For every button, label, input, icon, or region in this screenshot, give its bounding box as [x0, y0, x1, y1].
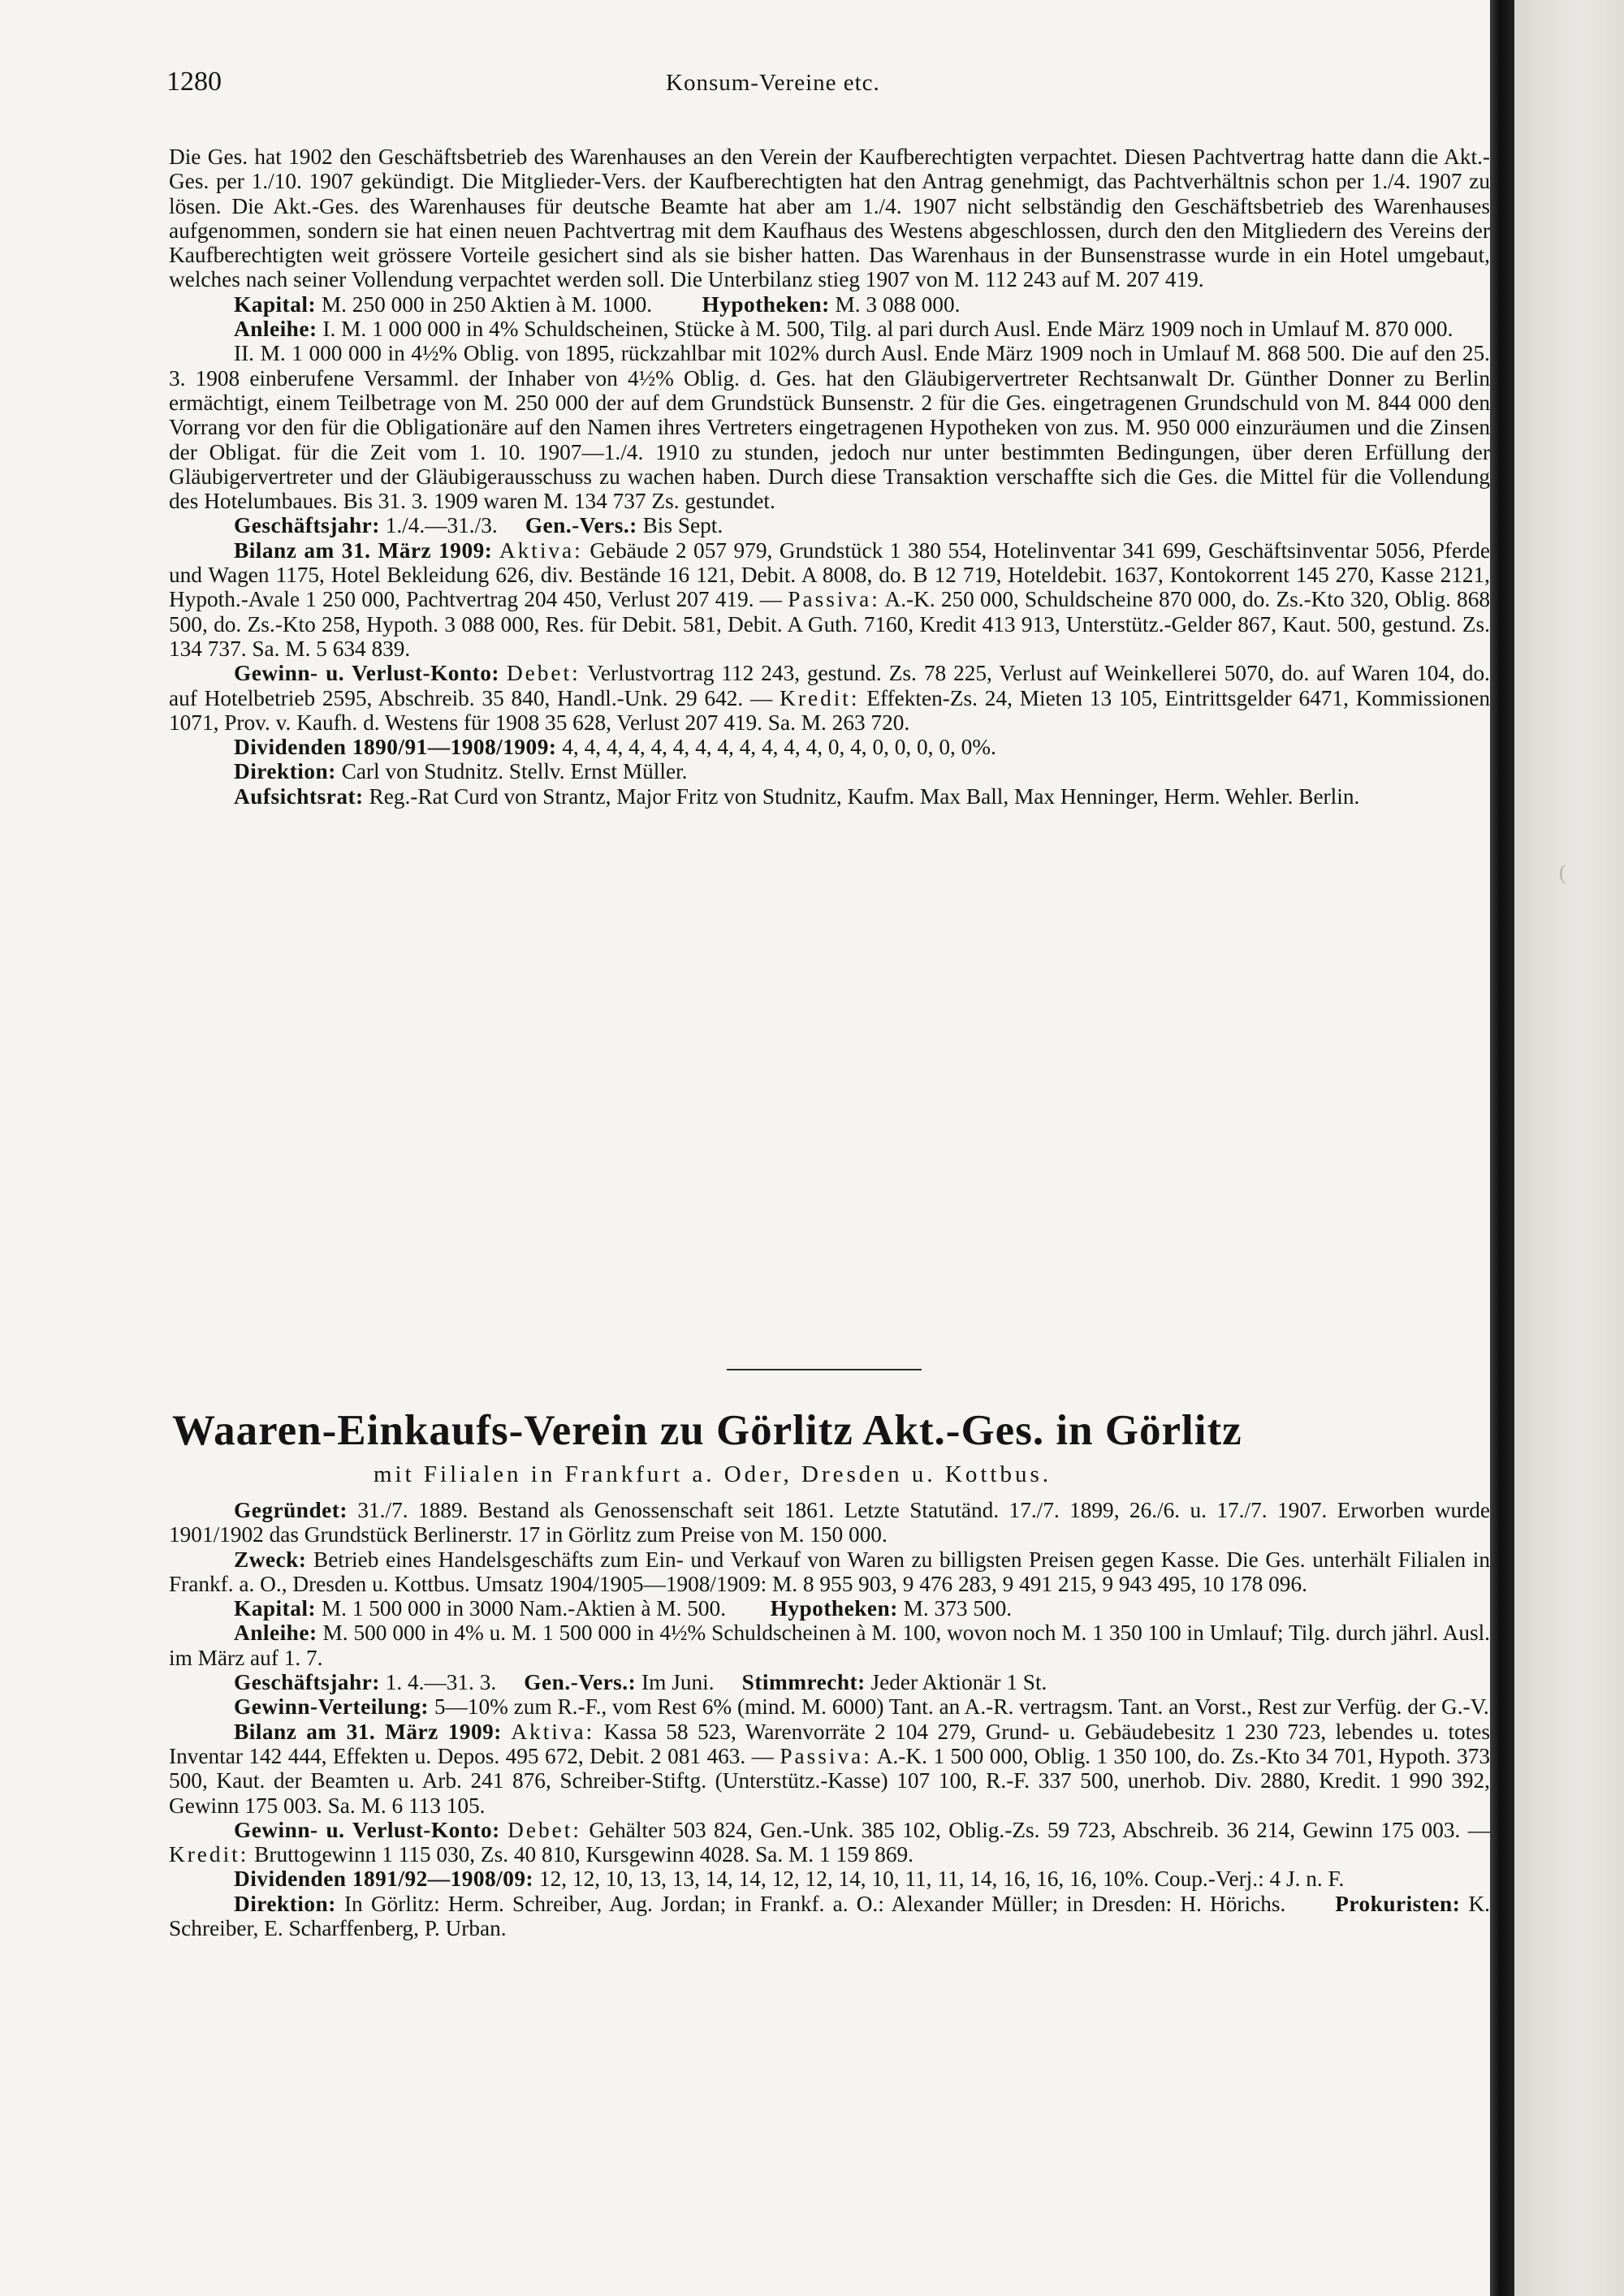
- anleihe-2-paragraph: II. M. 1 000 000 in 4½% Oblig. von 1895, rückzahlbar mit 102% durch Ausl. Ende März 1909 noch in Umlauf M. 868 500. Die auf den 25. 3. 1908 einberufene Versamml. der Inhaber von 4½% Oblig. d. Ges. hat den Gläubigervertreter Rechtsanwalt Dr. Günther Donner zu Berlin ermächtigt, einem Teilbetrage von M. 250 000 der auf dem Grundstück Bunsenstr. 2 für die Ges. eingetragenen Grundschuld von M. 844 000 den Vorrang vor den für die Obligationäre auf den Namen ihres Vertreters eingetragenen Hypotheken von zus. M. 950 000 einzuräumen und die Zinsen der Obligat. für die Zeit vom 1. 10. 1907—1./4. 1910 zu stunden, jedoch nur unter bestimmten Bedingungen, über deren Erfüllung der Gläubigervertreter und der Gläubigerausschuss zu wachen haben. Durch diese Transaktion verschaffte sich die Ges. die Mittel für die Vollendung des Hotelumbaues. Bis 31. 3. 1909 waren M. 134 737 Zs. gestundet.: [169, 341, 1490, 514]
- gegruendet-label: Gegründet:: [234, 1498, 348, 1522]
- kredit-word: Kredit:: [780, 685, 860, 710]
- hypotheken-text: M. 3 088 000.: [835, 291, 961, 317]
- gen-vers-text: Bis Sept.: [642, 513, 723, 538]
- company-title: Waaren-Einkaufs-Verein zu Görlitz Akt.-Ges. in Görlitz: [172, 1407, 1242, 1454]
- bilanz-passiva-text: A.-K. 250 000, Schuldscheine 870 000, do. Zs.-Kto 320, Oblig. 868 500, do. Zs.-Kto 258, Hypoth. 3 088 000, Res. für Debit. 581, Debit. A Guth. 7160, Kredit 413 913, Unterstütz.-Gelder 867, Kaut. 500, gestund. Zs. 134 737. Sa. M. 5 634 839.: [169, 587, 1490, 661]
- section-waaren-einkaufs-verein: [169, 1498, 1490, 1940]
- aufsichtsrat-label: Aufsichtsrat:: [234, 783, 364, 809]
- direktion-text: Carl von Studnitz. Stellv. Ernst Müller.: [341, 759, 688, 784]
- anleihe-paragraph: [169, 317, 1490, 341]
- facing-page-edge: [1514, 0, 1624, 2296]
- direktion-label-2: Direktion:: [234, 1891, 336, 1916]
- aktiva-word: Aktiva:: [499, 537, 583, 563]
- geschaeftsjahr-label: Geschäftsjahr:: [234, 513, 380, 538]
- gewinn-verteilung-label: Gewinn-Verteilung:: [234, 1694, 430, 1720]
- kapital-label-2: Kapital:: [234, 1596, 317, 1621]
- anleihe-text: I. M. 1 000 000 in 4% Schuldscheinen, Stücke à M. 500, Tilg. al pari durch Ausl. Ende März 1909 noch in Umlauf M. 870 000.: [322, 317, 1453, 342]
- bilanz-label: Bilanz am 31. März 1909:: [234, 537, 493, 563]
- dividenden-text: 4, 4, 4, 4, 4, 4, 4, 4, 4, 4, 4, 4, 0, 4, 0, 0, 0, 0, 0%.: [562, 735, 996, 760]
- dividenden-label: Dividenden 1890/91—1908/1909:: [234, 735, 557, 760]
- gewinn-verteilung-paragraph: [169, 1694, 1490, 1719]
- hypotheken-text-2: M. 373 500.: [903, 1596, 1013, 1621]
- kredit-word-2: Kredit:: [169, 1842, 249, 1867]
- guv-kredit-text: Effekten-Zs. 24, Mieten 13 105, Eintrittsgelder 6471, Kommissionen 1071, Prov. v. Kaufh. d. Westens für 1908 35 628, Verlust 207 419. Sa. M. 263 720.: [169, 685, 1490, 735]
- section-warenhaus-continuation: [169, 145, 1490, 809]
- geschaeftsjahr-line-2: [169, 1670, 1490, 1694]
- zweck-label: Zweck:: [234, 1547, 307, 1572]
- passiva-word-2: Passiva:: [780, 1743, 872, 1768]
- bilanz-paragraph-2: [169, 1720, 1490, 1818]
- bilanz-label-2: Bilanz am 31. März 1909:: [234, 1719, 502, 1744]
- bilanz-aktiva-text-2: Kassa 58 523, Warenvorräte 2 104 279, Grund- u. Gebäudebesitz 1 230 723, lebendes u. totes Inventar 142 444, Effekten u. Depos. 495 672, Debit. 2 081 463. —: [169, 1719, 1490, 1768]
- dividenden-paragraph-2: [169, 1867, 1490, 1891]
- dividenden-text-2: 12, 12, 10, 13, 13, 14, 14, 12, 12, 14, 10, 11, 11, 14, 16, 16, 16, 10%. Coup.-Verj.: 4 J. n. F.: [538, 1867, 1345, 1892]
- aufsichtsrat-paragraph: [169, 784, 1490, 809]
- anleihe-paragraph-2: [169, 1621, 1490, 1670]
- running-title: Konsum-Vereine etc.: [666, 70, 880, 96]
- direktion-label: Direktion:: [234, 759, 336, 784]
- kapital-line-2: [169, 1596, 1490, 1621]
- kapital-text: M. 250 000 in 250 Aktien à M. 1000.: [321, 291, 653, 317]
- guv-debet-text: Verlustvortrag 112 243, gestund. Zs. 78 225, Verlust auf Weinkellerei 5070, do. auf Waren 104, do. auf Hotelbetrieb 2595, Abschreib. 35 840, Handl.-Unk. 29 642. —: [169, 661, 1490, 710]
- bilanz-passiva-text-2: A.-K. 1 500 000, Oblig. 1 350 100, do. Zs.-Kto 34 701, Hypoth. 373 500, Kaut. der Beamten u. Arb. 241 876, Schreiber-Stiftg. (Unterstütz.-Kasse) 107 100, R.-F. 337 500, unerhob. Div. 2880, Kredit. 1 990 392, Gewinn 175 003. Sa. M. 6 113 105.: [169, 1743, 1490, 1818]
- debet-word: Debet:: [506, 661, 581, 686]
- hypotheken-label-2: Hypotheken:: [770, 1596, 898, 1621]
- aufsichtsrat-text: Reg.-Rat Curd von Strantz, Major Fritz von Studnitz, Kaufm. Max Ball, Max Henninger, Herm. Wehler. Berlin.: [369, 783, 1360, 809]
- gegruendet-text: 31./7. 1889. Bestand als Genossenschaft seit 1861. Letzte Statutänd. 17./7. 1899, 26./6. u. 17./7. 1907. Erworben wurde 1901/1902 das Grundstück Berlinerstr. 17 in Görlitz zum Preise von M. 150 000.: [169, 1498, 1490, 1547]
- guv-label: Gewinn- u. Verlust-Konto:: [234, 661, 499, 686]
- book-gutter-shadow: [1490, 0, 1514, 2296]
- kapital-label: Kapital:: [234, 291, 317, 317]
- page-number: 1280: [166, 67, 222, 97]
- direktion-paragraph-2: [169, 1892, 1490, 1941]
- passiva-word: Passiva:: [788, 587, 880, 612]
- direktion-line: [169, 759, 1490, 783]
- zweck-paragraph: [169, 1547, 1490, 1597]
- aktiva-word-2: Aktiva:: [511, 1719, 595, 1744]
- kapital-line: [169, 292, 1490, 317]
- gewinn-verteilung-text: 5—10% zum R.-F., vom Rest 6% (mind. M. 6000) Tant. an A.-R. vertragsm. Tant. an Vorst., Rest zur Verfüg. der G.-V.: [434, 1694, 1489, 1720]
- intro-paragraph: Die Ges. hat 1902 den Geschäftsbetrieb des Warenhauses an den Verein der Kaufberechtigten verpachtet. Diesen Pachtvertrag hatte dann die Akt.-Ges. per 1./10. 1907 gekündigt. Die Mitglieder-Vers. der Kaufberechtigten hat den Antrag genehmigt, das Pachtverhältnis schon per 1./4. 1907 zu lösen. Die Akt.-Ges. des Warenhauses für deutsche Beamte hat aber am 1./4. 1907 nicht selbständig den Geschäftsbetrieb des Warenhauses aufgenommen, sondern sie hat einen neuen Pachtvertrag mit dem Kaufhaus des Westens abgeschlossen, durch den den Mitgliedern des Vereins der Kaufberechtigten weit grössere Vorteile gesichert sind als sie bisher hatten. Das Warenhaus in der Bunsenstrasse wurde in ein Hotel umgebaut, welches nach seiner Vollendung verpachtet werden soll. Die Unterbilanz stieg 1907 von M. 112 243 auf M. 207 419.: [169, 145, 1490, 292]
- facing-page-mark: (: [1559, 861, 1566, 884]
- guv-label-2: Gewinn- u. Verlust-Konto:: [234, 1817, 500, 1842]
- guv-kredit-text-2: Bruttogewinn 1 115 030, Zs. 40 810, Kursgewinn 4028. Sa. M. 1 159 869.: [254, 1842, 914, 1867]
- prokuristen-label: Prokuristen:: [1335, 1891, 1461, 1916]
- bilanz-aktiva-text: Gebäude 2 057 979, Grundstück 1 380 554, Hotelinventar 341 699, Geschäftsinventar 5056, Pferde und Wagen 1175, Hotel Bekleidung 626, div. Bestände 16 121, Debit. A 8008, do. B 12 719, Hoteldebit. 1637, Kontokorrent 145 270, Kasse 2121, Hypoth.-Avale 1 250 000, Pachtvertrag 204 450, Verlust 207 419. —: [169, 537, 1490, 612]
- anleihe-label: Anleihe:: [234, 317, 317, 342]
- stimmrecht-text: Jeder Aktionär 1 St.: [870, 1670, 1047, 1695]
- prokuristen-text: K. Schreiber, E. Scharffenberg, P. Urban.: [169, 1891, 1490, 1941]
- geschaeftsjahr-label-2: Geschäftsjahr:: [234, 1670, 380, 1695]
- anleihe-label-2: Anleihe:: [234, 1621, 317, 1646]
- guv-paragraph-2: [169, 1818, 1490, 1867]
- page-header: [166, 67, 1490, 107]
- geschaeftsjahr-line: [169, 513, 1490, 537]
- gen-vers-label-2: Gen.-Vers.:: [524, 1670, 637, 1695]
- kapital-text-2: M. 1 500 000 in 3000 Nam.-Aktien à M. 500.: [321, 1596, 727, 1621]
- direktion-text-2: In Görlitz: Herm. Schreiber, Aug. Jordan; in Frankf. a. O.: Alexander Müller; in Dresden: H. Hörichs.: [343, 1891, 1286, 1916]
- dividenden-label-2: Dividenden 1891/92—1908/09:: [234, 1867, 534, 1892]
- dividenden-line: [169, 735, 1490, 759]
- geschaeftsjahr-text: 1./4.—31./3.: [385, 513, 498, 538]
- guv-debet-text-2: Gehälter 503 824, Gen.-Unk. 385 102, Oblig.-Zs. 59 723, Abschreib. 36 214, Gewinn 175 003. —: [589, 1817, 1490, 1842]
- debet-word-2: Debet:: [508, 1817, 581, 1842]
- company-subtitle: mit Filialen in Frankfurt a. Oder, Dresden u. Kottbus.: [374, 1461, 1052, 1487]
- gen-vers-label: Gen.-Vers.:: [525, 513, 637, 538]
- zweck-text: Betrieb eines Handelsgeschäfts zum Ein- und Verkauf von Waren zu billigsten Preisen gegen Kasse. Die Ges. unterhält Filialen in Frankf. a. O., Dresden u. Kottbus. Umsatz 1904/1905—1908/1909: M. 8 955 903, 9 476 283, 9 491 215, 9 943 495, 10 178 096.: [169, 1547, 1490, 1596]
- hypotheken-label: Hypotheken:: [702, 291, 830, 317]
- bilanz-paragraph: [169, 538, 1490, 661]
- guv-paragraph: [169, 661, 1490, 735]
- stimmrecht-label: Stimmrecht:: [741, 1670, 866, 1695]
- gegruendet-paragraph: [169, 1498, 1490, 1547]
- gen-vers-text-2: Im Juni.: [641, 1670, 715, 1695]
- geschaeftsjahr-text-2: 1. 4.—31. 3.: [385, 1670, 497, 1695]
- section-divider-rule: [727, 1369, 922, 1370]
- anleihe-text-2: M. 500 000 in 4% u. M. 1 500 000 in 4½% Schuldscheinen à M. 100, wovon noch M. 1 350 100 in Umlauf; Tilg. durch jährl. Ausl. im März auf 1. 7.: [169, 1621, 1490, 1670]
